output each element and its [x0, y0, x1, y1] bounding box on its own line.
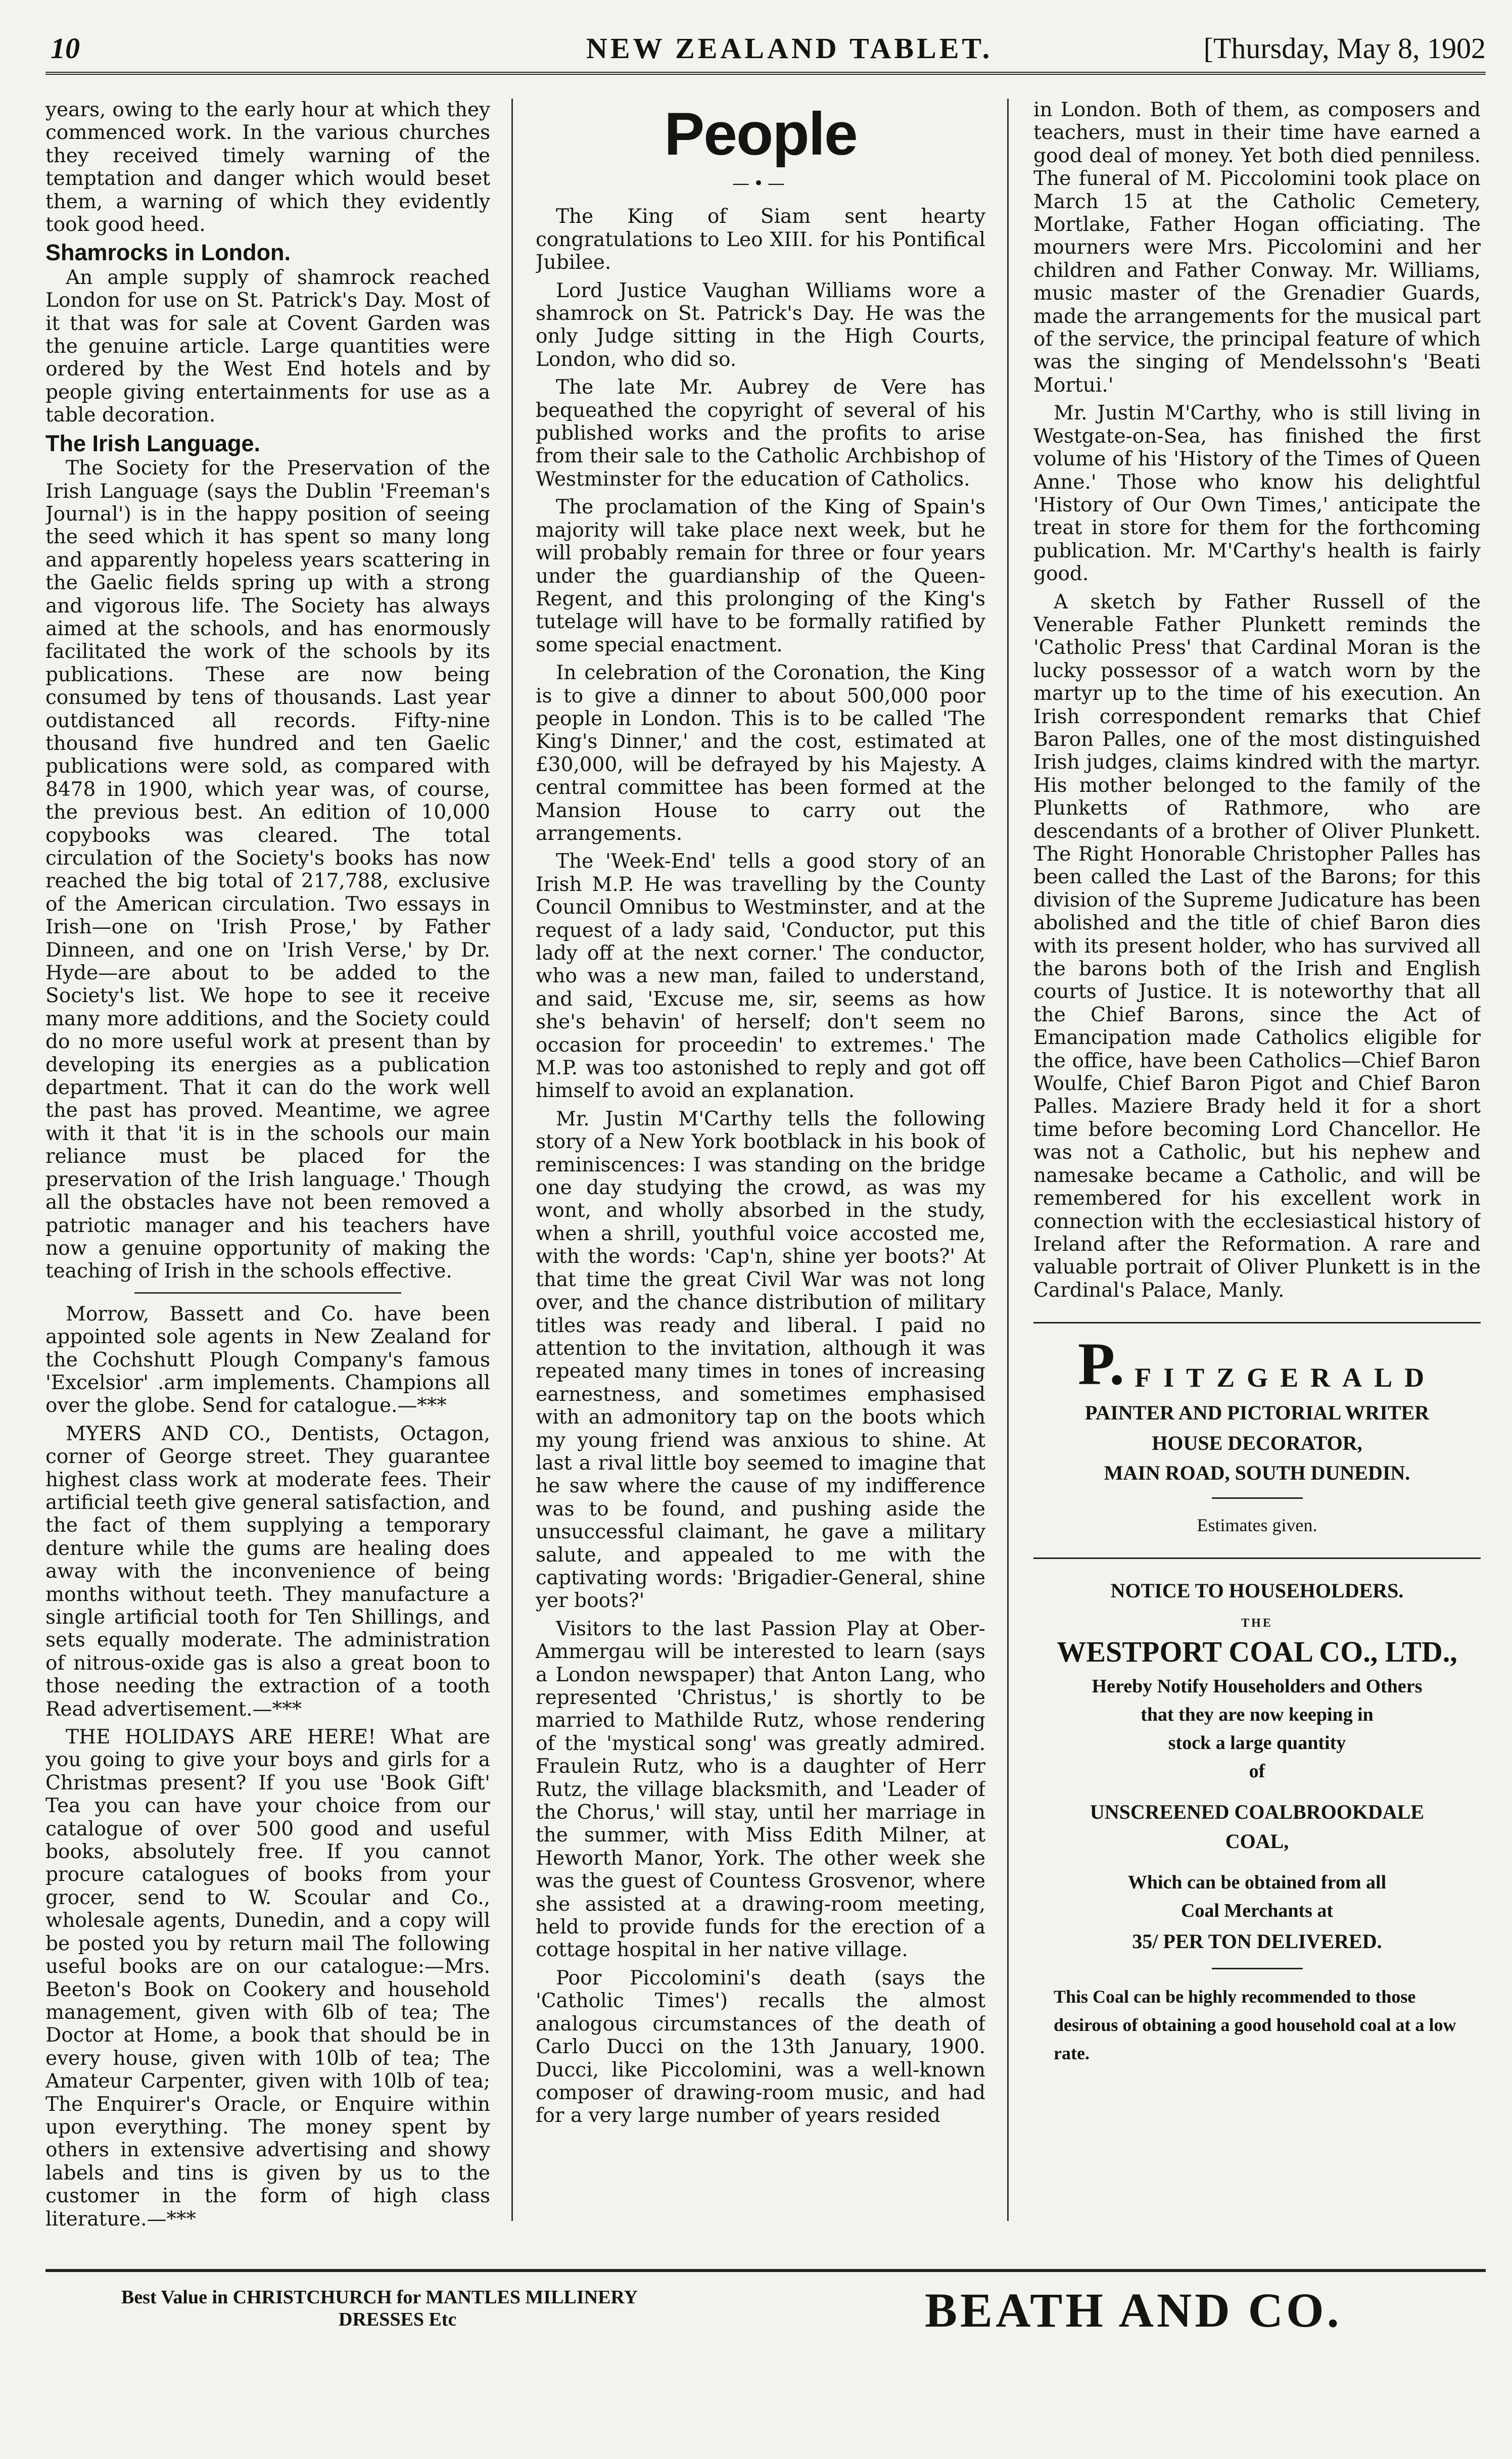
people-paragraph: The late Mr. Aubrey de Vere has bequeathed the copyright of several of his published works and the profits to arise from their sale to the Catholic Archbishop of Westminster for the education of Catholics. — [536, 376, 985, 491]
people-paragraph: A sketch by Father Russell of the Venerable Father Plunkett reminds the 'Catholic Press' that Cardinal Moran is the lucky possessor of a watch worn by the martyr up to the time of his execution. An Irish correspondent remarks that Chief Baron Palles, one of the most distinguished Irish judges, claims kindred with the martyr. His mother belonged to the family of the Plunketts of Rathmore, who are descendants of a brother of Oliver Plunkett. The Right Honorable Christopher Palles has been called the Last of the Barons; for this division of the Supreme Judicature has been abolished and the title of chief Baron dies with its present holder, who has survived all the barons both of the Irish and English courts of Justice. It is noteworthy that all the Chief Barons, since the Act of Emancipation made Catholics eligible for the office, have been Catholics—Chief Baron Woulfe, Chief Baron Pigot and Chief Baron Palles. Maziere Brady held it for a short time before becoming Lord Chancellor. He was not a Catholic, but his nephew and namesake became a Catholic, and will be remembered for his excellent work in connection with the ecclesiastical history of Ireland after the Reformation. A rare and valuable portrait of Oliver Plunkett is in the Cardinal's Palace, Manly. — [1033, 590, 1481, 1302]
people-paragraph: The 'Week-End' tells a good story of an Irish M.P. He was travelling by the County Council Omnibus to Westminster, and at the request of a lady said, 'Conductor, put this lady off at the next corner.' The conductor, who was a new man, failed to understand, and said, 'Excuse me, sir, seems as how she's behavin' of herself; don't seem no occasion for proceedin' to extremes.' The M.P. was too astonished to reply and got off himself to avoid an explanation. — [536, 850, 985, 1103]
westport-line: that they are now keeping in — [1141, 1704, 1374, 1725]
people-title: People — [664, 100, 857, 168]
people-paragraph: Visitors to the last Passion Play at Ober-Ammergau will be interested to learn (says a London newspaper) that Anton Lang, who represented 'Christus,' is shortly to be married to Mathilde Rutz, whose rendering of the 'mystical song' was greatly admired. Fraulein Rutz, who is a daughter of Herr Rutz, the village blacksmith, and 'Leader of the Chorus,' will stay, until her marriage in the summer, with Miss Edith Milner, at Heworth Manor, York. The other week she was the guest of Countess Grosvenor, where she assisted at a drawing-room meeting, held to provide funds for the erection of a cottage hospital in her native village. — [536, 1617, 985, 1962]
westport-line: stock a large quantity — [1168, 1732, 1346, 1754]
column-rule-1 — [511, 99, 513, 2221]
westport-line: Which can be obtained from all — [1127, 1871, 1387, 1893]
intro-paragraph: years, owing to the early hour at which they commenced work. In the various churches they received timely warning of the temptation and danger which would beset them, a warning of which they evidently took good heed. — [45, 99, 490, 237]
westport-product-line: UNSCREENED COALBROOKDALE — [1090, 1800, 1425, 1823]
fitzgerald-address: MAIN ROAD, SOUTH DUNEDIN. — [1104, 1461, 1410, 1484]
footer-left-line: DRESSES Etc — [339, 2309, 457, 2330]
westport-line: Hereby Notify Householders and Others — [1092, 1675, 1423, 1697]
shamrocks-heading: Shamrocks in London. — [45, 240, 291, 266]
westport-the: THE — [1241, 1617, 1273, 1630]
page-header — [45, 31, 1486, 75]
people-paragraph: Poor Piccolomini's death (says the 'Catholic Times') recalls the almost analogous circumstances of the death of Carlo Ducci on the 13th January, 1900. Ducci, like Piccolomini, was a well-known composer of drawing-room music, and had for a very large number of years resided — [536, 1966, 985, 2127]
westport-product-line: COAL, — [1225, 1829, 1289, 1853]
fitzgerald-estimates: Estimates given. — [1197, 1515, 1317, 1536]
westport-advert — [1033, 1579, 1481, 2068]
people-paragraph: The proclamation of the King of Spain's majority will take place next week, but he will probably remain for three or four years under the guardianship of the Queen-Regent, and this prolonging of the King's tutelage will have to be formally ratified by some special enactment. — [536, 496, 985, 656]
irish-language-paragraph: The Society for the Preservation of the Irish Language (says the Dublin 'Freeman's Journal') is in the happy position of seeing the seed which it has spent so many long and apparently hopeless years scattering in the Gaelic fields spring up with a strong and vigorous life. The Society has always aimed at the schools, and has enormously facilitated the work of the schools by its publications. These are now being consumed by tens of thousands. Last year outdistanced all records. Fifty-nine thousand five hundred and ten Gaelic publications were sold, as compared with 8478 in 1900, which year was, of course, the previous best. An edition of 10,000 copybooks was cleared. The total circulation of the Society's books has now reached the big total of 217,788, exclusive of the American circulation. Two essays in Irish—one on 'Irish Prose,' by Father Dinneen, and one on 'Irish Verse,' by Dr. Hyde—are about to be added to the Society's list. We hope to see it receive many more additions, and the Society could do no more useful work at present than by developing its energies as a publication department. That it can do the work well the past has proved. Meantime, we agree with it that 'it is in the schools our main reliance must be placed for the preservation of the Irish language.' Though all the obstacles have not been removed a patriotic manager and his teachers have now a genuine opportunity of making the teaching of Irish in the schools effective. — [45, 457, 490, 1283]
footer-advert-right: BEATH AND CO. — [925, 2283, 1342, 2337]
holidays-advert: THE HOLIDAYS ARE HERE! What are you going to give your boys and girls for a Christmas present? If you use 'Book Gift' Tea you can have your choice from our catalogue of over 500 good and useful books, absolutely free. If you cannot procure catalogues of books from your grocer, send to W. Scoular and Co., wholesale agents, Dunedin, and a copy will be posted you by return mail The following useful books are on our catalogue:—Mrs. Beeton's Book on Cookery and household management, given with 6lb of tea; The Doctor at Home, a book that should be in every house, given with 10lb of tea; The Amateur Carpenter, given with 10lb of tea; The Enquirer's Oracle, or Enquire within upon everything. The money spent by others in extensive advertising and showy labels and tins is given by us to the customer in the form of high class literature.—*** — [45, 1726, 490, 2231]
people-paragraph: The King of Siam sent hearty congratulations to Leo XIII. for his Pontifical Jubilee. — [536, 205, 985, 274]
morrow-advert: Morrow, Bassett and Co. have been appointed sole agents in New Zealand for the Cochshutt Plough Company's famous 'Excelsior' .arm implements. Champions all over the globe. Send for catalogue.—*** — [45, 1302, 490, 1417]
westport-product — [1033, 1798, 1481, 1856]
people-paragraph: in London. Both of them, as composers and teachers, must in their time have earned a good deal of money. Yet both died penniless. The funeral of M. Piccolomini took place on March 15 at the Catholic Cemetery, Mortlake, Father Hogan officiating. The mourners were Mrs. Piccolomini and her children and Father Conway. Mr. Williams, music master of the Grenadier Guards, made the arrangements for the musical part of the service, the principal feature of which was the singing of Mendelssohn's 'Beati Mortui.' — [1033, 99, 1481, 397]
westport-name: WESTPORT COAL CO., LTD., — [1057, 1635, 1457, 1668]
myers-advert: MYERS AND CO., Dentists, Octagon, corner of George street. They guarantee highest class work at moderate fees. Their artificial teeth give general satisfaction, and the fact of them supplying a temporary denture while the gums are healing does away with the inconvenience of being months without teeth. They manufacture a single artificial tooth for Ten Shillings, and sets equally moderate. The administration of nitrous-oxide gas is also a great boon to those needing the extraction of a tooth Read advertisement.—*** — [45, 1422, 490, 1721]
fitzgerald-trade-2: HOUSE DECORATOR, — [1152, 1431, 1362, 1454]
fitzgerald-advert — [1033, 1322, 1481, 1559]
publication-title: NEW ZEALAND TABLET. — [586, 32, 993, 65]
shamrocks-paragraph: An ample supply of shamrock reached London for use on St. Patrick's Day. Most of it that was for sale at Covent Garden was the genuine article. Large quantities were ordered by the West End hotels and by people giving entertainments for use as a table decoration. — [45, 266, 490, 427]
people-paragraph: Mr. Justin M'Carthy tells the following story of a New York bootblack in his book of reminiscences: I was standing on the bridge one day studying the crowd, as was my wont, and wholly absorbed in the study, when a shrill, youthful voice accosted me, with the words: 'Cap'n, shine yer boots?' At that time the great Civil War was not long over, and the chance distribution of military titles was ready and liberal. I paid no attention to the invitation, although it was repeated many times in tones of increasing earnestness, and sometimes emphasised with an admonitory tap on the boots which my young friend was anxious to shine. At last a rival little boy seemed to imagine that he saw where the cause of my indifference was to be found, and pushing aside the unsuccessful claimant, he gave a military salute, and appealed to me with the captivating words: 'Brigadier-General, shine yer boots?' — [536, 1107, 985, 1613]
page-number: 10 — [51, 32, 80, 65]
people-paragraph: Lord Justice Vaughan Williams wore a shamrock on St. Patrick's Day. He was the only Judge sitting in the High Courts, London, who did so. — [536, 279, 985, 371]
fitzgerald-name: FITZGERALD — [1135, 1362, 1437, 1393]
column-3 — [1033, 99, 1481, 2246]
people-paragraph: In celebration of the Coronation, the King is to give a dinner to about 500,000 poor people in London. This is to be called 'The King's Dinner,' and the cost, estimated at £30,000, will be defrayed by his Majesty. A central committee has been formed at the Mansion House to carry out the arrangements. — [536, 661, 985, 845]
westport-line: of — [1249, 1760, 1265, 1782]
westport-line: Coal Merchants at — [1180, 1900, 1334, 1921]
people-paragraph: Mr. Justin M'Carthy, who is still living in Westgate-on-Sea, has finished the first volume of his 'History of the Times of Queen Anne.' Those who know his delightful 'History of Our Own Times,' anticipate the treat in store for them for the forthcoming publication. Mr. M'Carthy's health is fairly good. — [1033, 402, 1481, 586]
short-rule — [1212, 1497, 1303, 1499]
fitzgerald-initial: P. — [1077, 1330, 1125, 1398]
page-footer — [45, 2269, 1486, 2373]
short-rule — [1212, 1968, 1303, 1969]
column-rule-2 — [1007, 99, 1009, 2221]
issue-date: [Thursday, May 8, 1902 — [1203, 32, 1486, 65]
westport-footnote: This Coal can be highly recommended to those desirous of obtaining a good household coal at a low rate. — [1054, 1987, 1456, 2064]
footer-left-line: Best Value in CHRISTCHURCH for MANTLES MILLINERY — [121, 2287, 638, 2308]
footer-advert-left — [121, 2286, 829, 2331]
fitzgerald-name-row — [1038, 1330, 1476, 1398]
fitzgerald-trade: PAINTER AND PICTORIAL WRITER — [1084, 1401, 1430, 1425]
notice-heading: NOTICE TO HOUSEHOLDERS. — [1110, 1579, 1404, 1602]
ornament-divider: —•— — [732, 173, 789, 194]
column-1 — [45, 99, 490, 2246]
column-2 — [536, 99, 985, 2246]
irish-language-heading: The Irish Language. — [45, 430, 261, 456]
section-divider — [134, 1292, 401, 1294]
westport-price: 35/ PER TON DELIVERED. — [1132, 1929, 1382, 1953]
